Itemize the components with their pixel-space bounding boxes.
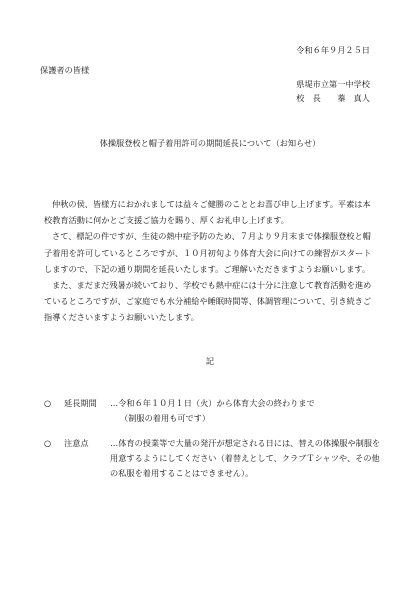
item-subtext: （制服の着用も可です） [120, 413, 211, 423]
circle-bullet-icon: ○ [44, 438, 52, 448]
body-paragraph: さて、標記の件ですが、生徒の熱中症予防のため、７月より９月末まで体操服登校と帽子着用を許可しているところですが、１０月初旬より体育大会に向けての練習がスタートしますので、下記の通り期間を延長いたします。ご理解いただきますようお願いします。 [44, 231, 372, 274]
principal-name: 校 長 蓁 真人 [296, 93, 370, 103]
school-name: 県堤市立第一中学校 [296, 79, 370, 89]
item-label: 延長期間 [64, 398, 97, 408]
body-paragraph: また、まだまだ残暑が続いており、学校でも熱中症には十分に注意して教育活動を進めているところですが、ご家庭でも水分補給や睡眠時間等、体調管理について、引き続きご指導くださいますようお願いいたします。 [44, 280, 372, 323]
item-label: 注意点 [64, 438, 89, 448]
notice-item-caution [44, 436, 384, 481]
salutation: 保護者の皆様 [40, 65, 90, 75]
document-title: 体操服登校と帽子着用許可の期間延長について（お知らせ） [99, 138, 321, 148]
body-paragraph: 仲秋の侯、皆様方におかれましては益々ご健勝のこととお喜び申し上げます。平素は本校教育活動に何かとご支援ご協力を賜り、厚くお礼申し上げます。 [44, 199, 371, 226]
circle-bullet-icon: ○ [44, 398, 52, 408]
ki-heading: 記 [205, 356, 215, 366]
body-text [44, 196, 372, 326]
item-text: …令和６年１０月１日（火）から体育大会の終わりまで [110, 398, 315, 408]
notice-item-extension [44, 396, 384, 426]
item-text: …体育の授業等で大量の発汗が想定される日には、替えの体操服や制服を用意するようにしてください（着替えとして、クラブＴシャツや、その他の私服を着用することはできません）。 [110, 438, 381, 478]
document-date: 令和６年９月２５日 [296, 45, 370, 55]
